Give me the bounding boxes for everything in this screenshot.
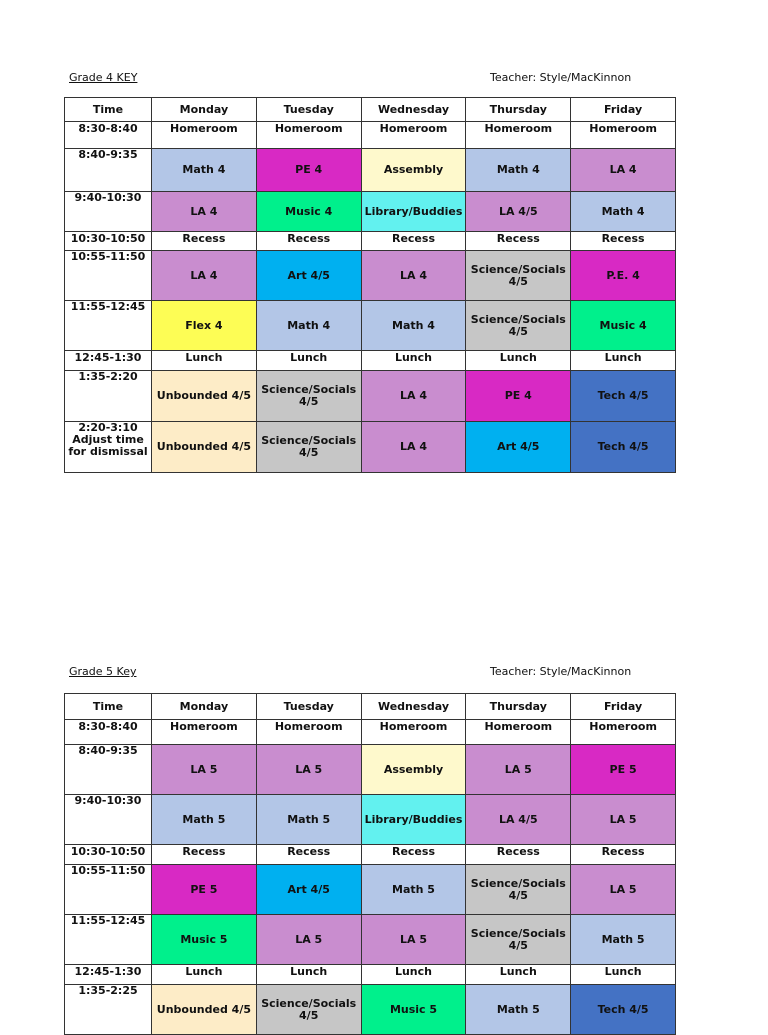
schedule-cell: Math 5 (571, 915, 676, 965)
schedule-cell: Homeroom (152, 720, 257, 745)
schedule-cell: Library/Buddies (361, 795, 466, 845)
schedule-cell: LA 4 (361, 371, 466, 422)
schedule-cell: Recess (466, 845, 571, 865)
schedule-cell: Recess (571, 845, 676, 865)
column-header: Monday (152, 98, 257, 122)
table-row (65, 371, 676, 422)
schedule-cell: LA 4 (361, 251, 466, 301)
schedule-cell: Homeroom (256, 720, 361, 745)
schedule-cell: Science/Socials 4/5 (466, 301, 571, 351)
schedule-cell: Unbounded 4/5 (152, 985, 257, 1035)
column-header: Friday (571, 694, 676, 720)
time-cell: 11:55-12:45 (65, 301, 152, 351)
time-cell: 1:35-2:20 (65, 371, 152, 422)
schedule-cell: Science/Socials 4/5 (466, 865, 571, 915)
table-row (65, 915, 676, 965)
table-row (65, 965, 676, 985)
schedule-cell: Tech 4/5 (571, 985, 676, 1035)
schedule-cell: LA 4/5 (466, 192, 571, 232)
schedule-cell: Recess (256, 845, 361, 865)
time-cell: 8:30-8:40 (65, 720, 152, 745)
column-header: Monday (152, 694, 257, 720)
schedule-cell: Homeroom (466, 122, 571, 149)
schedule-cell: Lunch (361, 965, 466, 985)
column-header: Time (65, 694, 152, 720)
schedule-cell: LA 5 (152, 745, 257, 795)
time-cell: 1:35-2:25 (65, 985, 152, 1035)
schedule-cell: LA 5 (256, 915, 361, 965)
column-header: Friday (571, 98, 676, 122)
schedule-cell: PE 4 (256, 149, 361, 192)
time-cell: 10:55-11:50 (65, 865, 152, 915)
time-cell: 8:30-8:40 (65, 122, 152, 149)
schedule-cell: Recess (256, 232, 361, 251)
table-row (65, 720, 676, 745)
time-cell: 9:40-10:30 (65, 795, 152, 845)
schedule-cell: LA 4 (152, 251, 257, 301)
table-row (65, 192, 676, 232)
time-cell: 11:55-12:45 (65, 915, 152, 965)
column-header: Thursday (466, 694, 571, 720)
schedule-cell: LA 5 (571, 795, 676, 845)
time-cell: 9:40-10:30 (65, 192, 152, 232)
schedule-title: Grade 4 KEY (69, 71, 138, 84)
schedule-cell: LA 4 (152, 192, 257, 232)
schedule-cell: P.E. 4 (571, 251, 676, 301)
schedule-cell: Music 4 (256, 192, 361, 232)
schedule-table-grade-5 (64, 693, 676, 1035)
schedule-cell: Art 4/5 (256, 251, 361, 301)
column-header: Tuesday (256, 98, 361, 122)
schedule-cell: Lunch (466, 351, 571, 371)
teacher-label: Teacher: Style/MacKinnon (490, 665, 632, 678)
schedule-cell: Math 4 (571, 192, 676, 232)
schedule-cell: LA 4/5 (466, 795, 571, 845)
schedule-cell: Recess (361, 845, 466, 865)
schedule-cell: Lunch (256, 965, 361, 985)
schedule-cell: Library/Buddies (361, 192, 466, 232)
schedule-cell: Science/Socials 4/5 (466, 915, 571, 965)
column-header: Wednesday (361, 98, 466, 122)
schedule-cell: Homeroom (361, 122, 466, 149)
time-cell: 10:30-10:50 (65, 232, 152, 251)
schedule-cell: Music 4 (571, 301, 676, 351)
schedule-cell: Homeroom (466, 720, 571, 745)
column-header: Time (65, 98, 152, 122)
schedule-cell: Homeroom (361, 720, 466, 745)
table-row (65, 122, 676, 149)
schedule-cell: Math 4 (466, 149, 571, 192)
table-row (65, 745, 676, 795)
schedule-cell: PE 5 (152, 865, 257, 915)
schedule-cell: Lunch (571, 351, 676, 371)
column-header: Wednesday (361, 694, 466, 720)
schedule-cell: LA 5 (256, 745, 361, 795)
schedule-cell: Art 4/5 (466, 422, 571, 473)
schedule-cell: Recess (361, 232, 466, 251)
schedule-cell: Assembly (361, 149, 466, 192)
schedule-cell: PE 5 (571, 745, 676, 795)
schedule-cell: Homeroom (571, 122, 676, 149)
time-cell: 2:20-3:10 Adjust time for dismissal (65, 422, 152, 473)
table-row (65, 149, 676, 192)
schedule-cell: Recess (466, 232, 571, 251)
schedule-cell: Assembly (361, 745, 466, 795)
schedule-cell: LA 5 (466, 745, 571, 795)
schedule-cell: Lunch (256, 351, 361, 371)
schedule-cell: Homeroom (152, 122, 257, 149)
schedule-cell: Unbounded 4/5 (152, 371, 257, 422)
schedule-cell: Recess (152, 845, 257, 865)
schedule-cell: Recess (152, 232, 257, 251)
header-row (65, 98, 676, 122)
schedule-cell: PE 4 (466, 371, 571, 422)
schedule-cell: Music 5 (152, 915, 257, 965)
table-row (65, 985, 676, 1035)
schedule-cell: Unbounded 4/5 (152, 422, 257, 473)
table-row (65, 351, 676, 371)
time-cell: 8:40-9:35 (65, 745, 152, 795)
table-row (65, 251, 676, 301)
column-header: Thursday (466, 98, 571, 122)
schedule-cell: Lunch (152, 351, 257, 371)
schedule-cell: LA 4 (571, 149, 676, 192)
schedule-cell: Science/Socials 4/5 (256, 371, 361, 422)
schedule-cell: Lunch (152, 965, 257, 985)
schedule-cell: Science/Socials 4/5 (256, 422, 361, 473)
table-row (65, 845, 676, 865)
header-row (65, 694, 676, 720)
schedule-cell: Music 5 (361, 985, 466, 1035)
schedule-cell: Lunch (466, 965, 571, 985)
schedule-cell: Tech 4/5 (571, 371, 676, 422)
time-cell: 12:45-1:30 (65, 965, 152, 985)
schedule-cell: Math 4 (152, 149, 257, 192)
table-row (65, 232, 676, 251)
schedule-cell: Homeroom (571, 720, 676, 745)
schedule-cell: Lunch (571, 965, 676, 985)
schedule-cell: Math 5 (152, 795, 257, 845)
schedule-cell: LA 5 (361, 915, 466, 965)
schedule-cell: LA 5 (571, 865, 676, 915)
table-row (65, 795, 676, 845)
table-row (65, 301, 676, 351)
time-cell: 8:40-9:35 (65, 149, 152, 192)
teacher-label: Teacher: Style/MacKinnon (490, 71, 632, 84)
schedule-cell: Homeroom (256, 122, 361, 149)
schedule-table-grade-4 (64, 97, 676, 473)
table-row (65, 422, 676, 473)
time-cell: 12:45-1:30 (65, 351, 152, 371)
schedule-cell: Science/Socials 4/5 (256, 985, 361, 1035)
table-row (65, 865, 676, 915)
time-cell: 10:30-10:50 (65, 845, 152, 865)
schedule-cell: Math 4 (361, 301, 466, 351)
time-cell: 10:55-11:50 (65, 251, 152, 301)
schedule-title: Grade 5 Key (69, 665, 137, 678)
schedule-cell: Math 5 (361, 865, 466, 915)
schedule-cell: Math 5 (256, 795, 361, 845)
schedule-cell: Math 4 (256, 301, 361, 351)
schedule-cell: Math 5 (466, 985, 571, 1035)
schedule-cell: Lunch (361, 351, 466, 371)
schedule-cell: Flex 4 (152, 301, 257, 351)
schedule-cell: Tech 4/5 (571, 422, 676, 473)
schedule-cell: Art 4/5 (256, 865, 361, 915)
schedule-cell: Recess (571, 232, 676, 251)
schedule-cell: LA 4 (361, 422, 466, 473)
column-header: Tuesday (256, 694, 361, 720)
schedule-cell: Science/Socials 4/5 (466, 251, 571, 301)
